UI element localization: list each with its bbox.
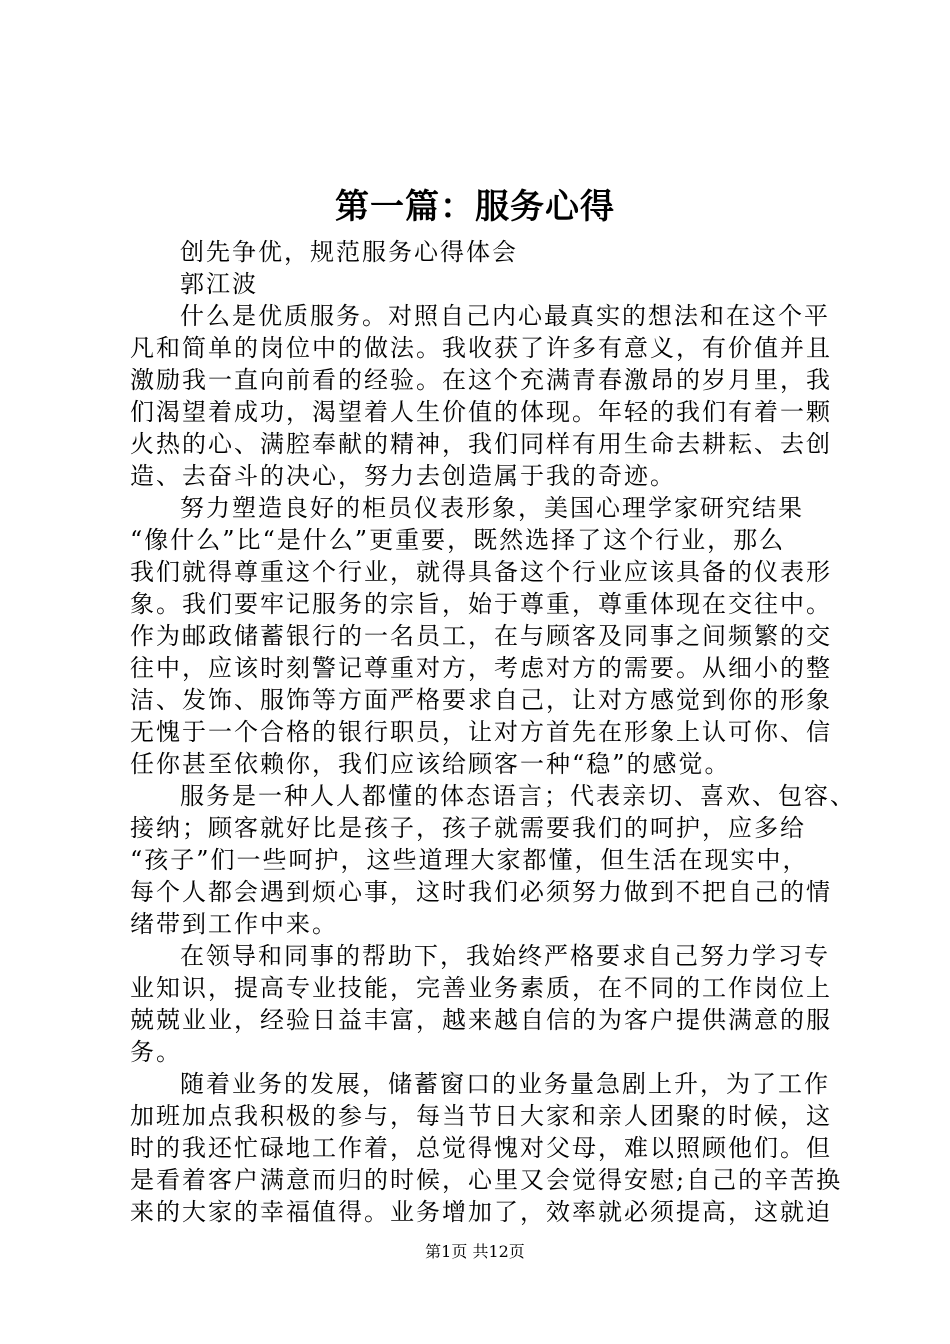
paragraph-line: 时的我还忙碌地工作着，总觉得愧对父母，难以照顾他们。但 [130,1134,832,1162]
paragraph-line: 无愧于一个合格的银行职员，让对方首先在形象上认可你、信 [130,718,832,746]
paragraph-line: 是看着客户满意而归的时候，心里又会觉得安慰;自己的辛苦换 [130,1166,843,1194]
paragraph-line: 凡和简单的岗位中的做法。我收获了许多有意义，有价值并且 [130,334,832,362]
paragraph-line: “像什么”比“是什么”更重要，既然选择了这个行业，那么 [130,526,786,554]
paragraph-line: 业知识，提高专业技能，完善业务素质，在不同的工作岗位上 [130,974,832,1002]
page-footer: 第1页 共12页 [425,1242,525,1261]
paragraph-line: 什么是优质服务。对照自己内心最真实的想法和在这个平 [180,302,830,330]
document-title: 第一篇：服务心得 [335,187,615,227]
paragraph-line: 来的大家的幸福值得。业务增加了，效率就必须提高，这就迫 [130,1198,832,1226]
paragraph-line: 往中，应该时刻警记尊重对方，考虑对方的需要。从细小的整 [130,654,832,682]
paragraph-line: 随着业务的发展，储蓄窗口的业务量急剧上升，为了工作 [180,1070,830,1098]
paragraph-line: 绪带到工作中来。 [130,910,338,938]
author-line: 郭江波 [180,270,258,298]
document-body [130,236,856,1228]
paragraph-line: 作为邮政储蓄银行的一名员工，在与顾客及同事之间频繁的交 [130,622,832,650]
paragraph-line: 兢兢业业，经验日益丰富，越来越自信的为客户提供满意的服 [130,1006,832,1034]
paragraph-line: 火热的心、满腔奉献的精神，我们同样有用生命去耕耘、去创 [130,430,832,458]
paragraph-line: 们渴望着成功，渴望着人生价值的体现。年轻的我们有着一颗 [130,398,832,426]
paragraph-line: 努力塑造良好的柜员仪表形象，美国心理学家研究结果 [180,494,804,522]
paragraph-line: 服务是一种人人都懂的体态语言；代表亲切、喜欢、包容、 [180,782,856,810]
paragraph-line: 接纳；顾客就好比是孩子，孩子就需要我们的呵护，应多给 [130,814,806,842]
paragraph-line: 每个人都会遇到烦心事，这时我们必须努力做到不把自己的情 [130,878,832,906]
paragraph-line: 激励我一直向前看的经验。在这个充满青春激昂的岁月里，我 [130,366,832,394]
subtitle-line: 创先争优，规范服务心得体会 [180,238,518,266]
paragraph-line: 洁、发饰、服饰等方面严格要求自己，让对方感觉到你的形象 [130,686,832,714]
paragraph-line: 造、去奋斗的决心，努力去创造属于我的奇迹。 [130,462,676,490]
paragraph-line: “孩子”们一些呵护，这些道理大家都懂，但生活在现实中， [130,846,809,874]
paragraph-line: 任你甚至依赖你，我们应该给顾客一种“稳”的感觉。 [130,750,731,778]
paragraph-line: 我们就得尊重这个行业，就得具备这个行业应该具备的仪表形 [130,558,832,586]
paragraph-line: 务。 [130,1038,182,1066]
paragraph-line: 在领导和同事的帮助下，我始终严格要求自己努力学习专 [180,942,830,970]
paragraph-line: 象。我们要牢记服务的宗旨，始于尊重，尊重体现在交往中。 [130,590,832,618]
paragraph-line: 加班加点我积极的参与，每当节日大家和亲人团聚的时候，这 [130,1102,832,1130]
